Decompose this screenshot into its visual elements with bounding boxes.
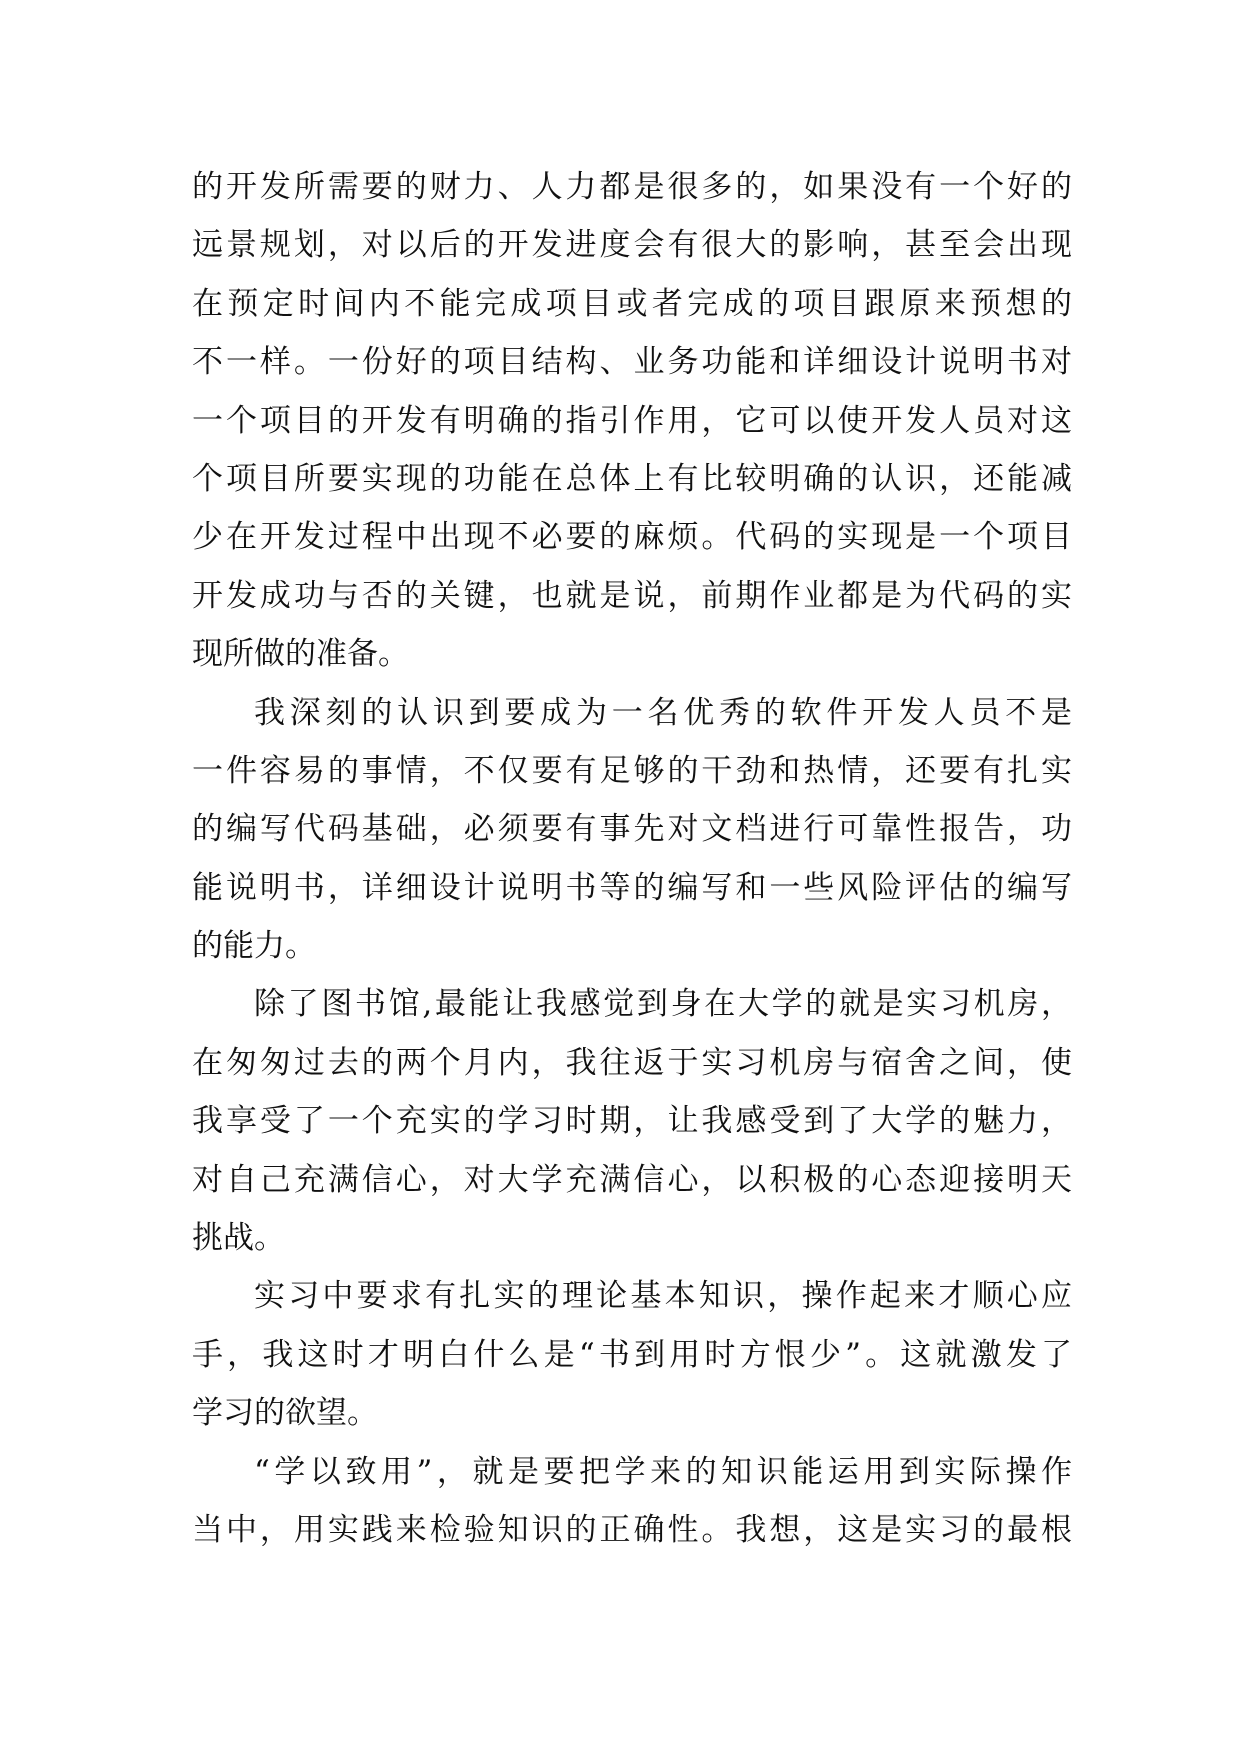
- text-line: 个项目所要实现的功能在总体上有比较明确的认识，还能减: [192, 460, 1072, 497]
- text-line: 现所做的准备。: [192, 636, 409, 673]
- text-line: 的能力。: [192, 928, 316, 965]
- text-line: 实习中要求有扎实的理论基本知识，操作起来才顺心应: [254, 1278, 1072, 1315]
- text-line: 我享受了一个充实的学习时期，让我感受到了大学的魅力，: [192, 1103, 1072, 1140]
- text-line: 手，我这时才明白什么是“书到用时方恨少”。这就激发了: [192, 1336, 1072, 1373]
- text-line: 的开发所需要的财力、人力都是很多的，如果没有一个好的: [192, 169, 1072, 205]
- text-line: 当中，用实践来检验知识的正确性。我想，这是实习的最根: [192, 1511, 1072, 1548]
- text-line: 一件容易的事情，不仅要有足够的干劲和热情，还要有扎实: [192, 752, 1072, 789]
- text-line: 在预定时间内不能完成项目或者完成的项目跟原来预想的: [192, 285, 1072, 322]
- text-line: 对自己充满信心，对大学充满信心，以积极的心态迎接明天: [192, 1161, 1072, 1198]
- text-line: 不一样。一份好的项目结构、业务功能和详细设计说明书对: [192, 344, 1072, 381]
- document-body: [192, 158, 1072, 1559]
- text-line: 在匆匆过去的两个月内，我往返于实习机房与宿舍之间，使: [192, 1044, 1072, 1081]
- text-line: 挑战。: [192, 1220, 285, 1257]
- text-line: 学习的欲望。: [192, 1395, 378, 1432]
- text-line: 少在开发过程中出现不必要的麻烦。代码的实现是一个项目: [192, 519, 1072, 556]
- text-line: 一个项目的开发有明确的指引作用，它可以使开发人员对这: [192, 402, 1072, 439]
- text-line: 的编写代码基础，必须要有事先对文档进行可靠性报告，功: [192, 811, 1072, 848]
- text-line: 除了图书馆,最能让我感觉到身在大学的就是实习机房，: [254, 986, 1072, 1023]
- text-line: “学以致用”，就是要把学来的知识能运用到实际操作: [254, 1453, 1072, 1490]
- text-line: 我深刻的认识到要成为一名优秀的软件开发人员不是: [254, 694, 1072, 731]
- text-line: 远景规划，对以后的开发进度会有很大的影响，甚至会出现: [192, 227, 1072, 264]
- text-line: 能说明书，详细设计说明书等的编写和一些风险评估的编写: [192, 869, 1072, 906]
- text-line: 开发成功与否的关键，也就是说，前期作业都是为代码的实: [192, 577, 1072, 614]
